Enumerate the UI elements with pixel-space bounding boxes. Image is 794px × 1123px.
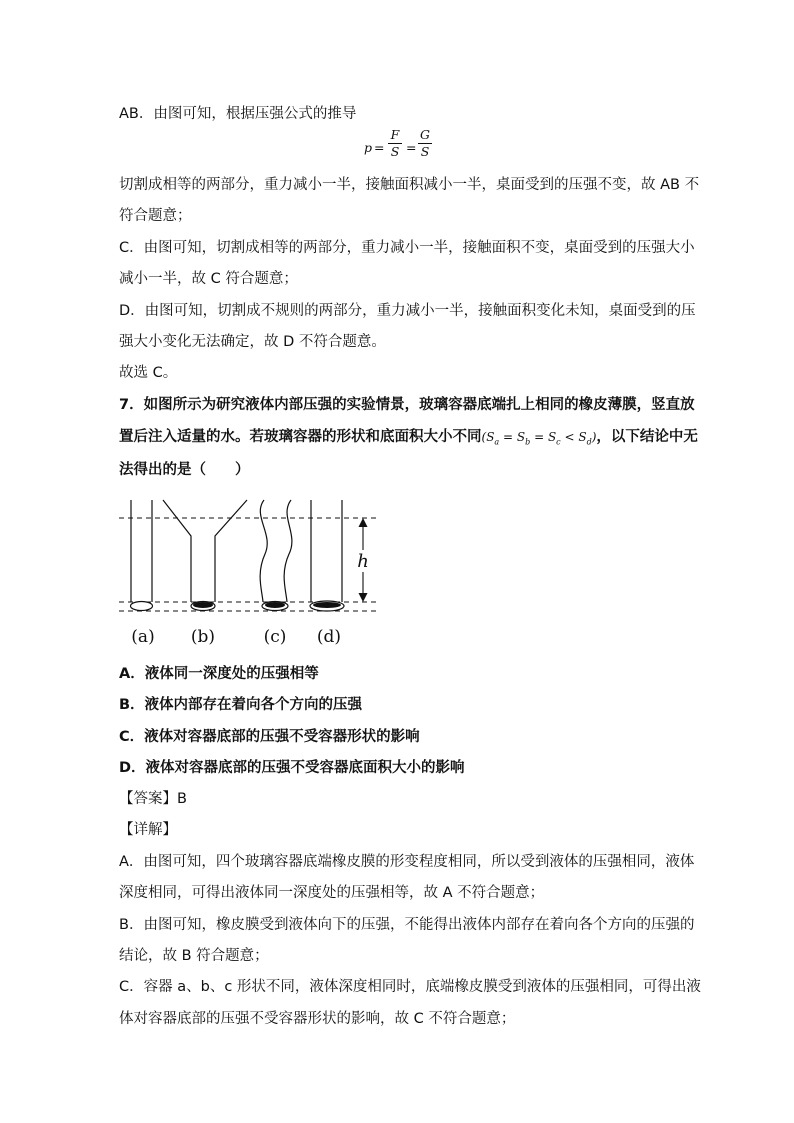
fraction-denominator: S [390, 144, 400, 159]
answer-line: 【答案】B [119, 791, 187, 807]
pressure-formula [364, 128, 484, 168]
explanation-line: 体对容器底部的压强不受容器形状的影响，故 C 不符合题意； [119, 1011, 516, 1027]
explanation-line: A．由图可知，四个玻璃容器底端橡皮膜的形变程度相同，所以受到液体的压强相同，液体 [119, 854, 695, 870]
fraction-f-over-s [388, 128, 402, 159]
solution-line: 切割成相等的两部分，重力减小一半，接触面积减小一半，桌面受到的压强不变，故 AB 不 [119, 177, 700, 193]
solution-line: 强大小变化无法确定，故 D 不符合题意。 [119, 334, 386, 350]
formula-equals: = [374, 140, 385, 155]
solution-line: AB．由图可知，根据压强公式的推导 [119, 106, 357, 122]
question-stem: 7．如图所示为研究液体内部压强的实验情景，玻璃容器底端扎上相同的橡皮薄膜，竖直放 [119, 397, 695, 413]
option-d: D．液体对容器底部的压强不受容器底面积大小的影响 [119, 760, 465, 776]
option-a: A．液体同一深度处的压强相等 [119, 666, 319, 682]
question-stem [119, 427, 698, 452]
explanation-line: 深度相同，可得出液体同一深度处的压强相等，故 A 不符合题意； [119, 885, 545, 901]
fraction-g-over-s [418, 128, 432, 159]
container-label-b: (b) [190, 627, 216, 647]
solution-line: 故选 C。 [119, 365, 178, 381]
container-c [260, 500, 292, 611]
formula-p: p [364, 140, 373, 155]
solution-line: 减小一半，故 C 符合题意； [119, 271, 298, 287]
container-b [163, 500, 247, 611]
container-label-c: (c) [263, 627, 287, 647]
fraction-numerator: G [420, 127, 430, 142]
solution-line: D．由图可知，切割成不规则的两部分，重力减小一半，接触面积变化未知，桌面受到的压 [119, 303, 696, 319]
containers-diagram [119, 496, 389, 656]
area-condition: $(S_a = S_b = S_c < S_d)$ [481, 430, 597, 447]
container-label-a: (a) [131, 627, 155, 647]
explanation-line: B．由图可知，橡皮膜受到液体向下的压强，不能得出液体内部存在着向各个方向的压强的 [119, 917, 695, 933]
membrane-b [193, 602, 213, 608]
question-text: ，以下结论中无 [596, 429, 698, 445]
membrane-c [265, 602, 285, 608]
container-d [310, 500, 344, 611]
experiment-figure [119, 496, 389, 660]
explanation-line: C．容器 a、b、c 形状不同，液体深度相同时，底端橡皮膜受到液体的压强相同，可得出液 [119, 979, 701, 995]
explanation-line: 结论，故 B 符合题意； [119, 948, 269, 964]
option-b: B．液体内部存在着向各个方向的压强 [119, 697, 363, 713]
fraction-denominator: S [420, 144, 430, 159]
container-label-d: (d) [316, 627, 342, 647]
membrane-d [313, 602, 341, 608]
explanation-header: 【详解】 [119, 822, 177, 838]
fraction-numerator: F [390, 127, 400, 142]
container-a [131, 500, 153, 611]
option-c: C．液体对容器底部的压强不受容器形状的影响 [119, 729, 420, 745]
depth-label-h: h [357, 551, 369, 572]
membrane-a [131, 602, 153, 611]
formula-equals: = [406, 140, 417, 155]
solution-line: 符合题意； [119, 208, 192, 224]
solution-line: C．由图可知，切割成相等的两部分，重力减小一半，接触面积不变，桌面受到的压强大小 [119, 240, 695, 256]
question-text: 置后注入适量的水。若玻璃容器的形状和底面积大小不同 [119, 429, 482, 445]
question-stem: 法得出的是（ ） [119, 462, 250, 478]
